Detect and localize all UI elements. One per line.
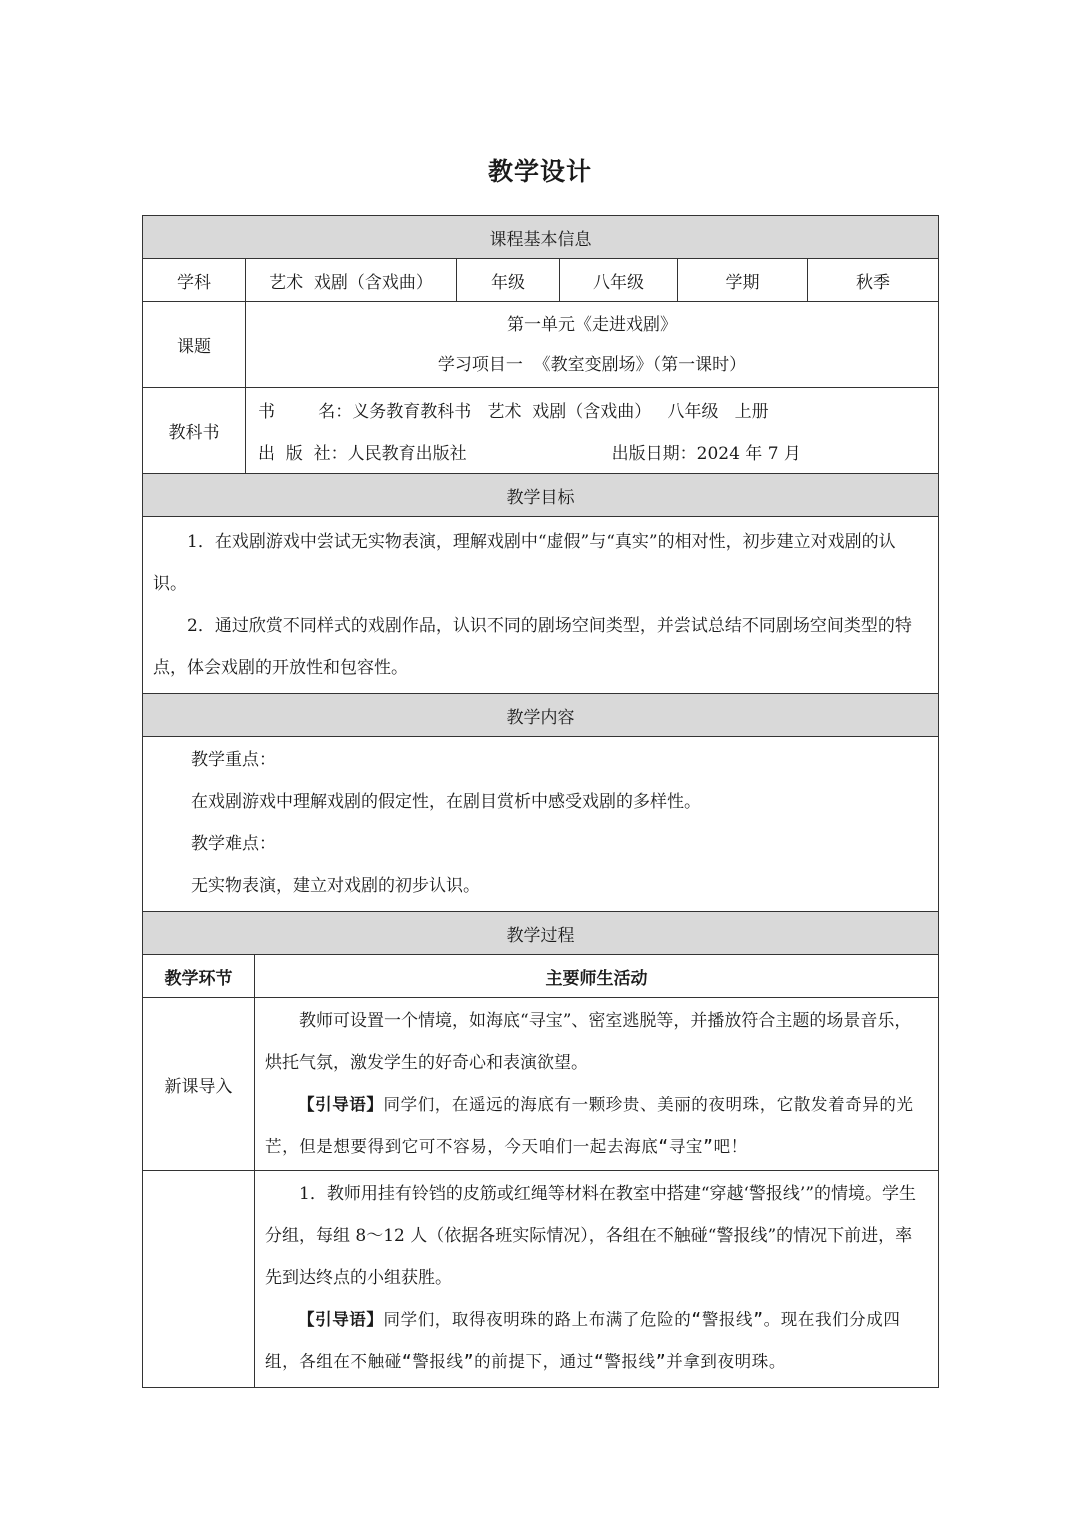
page-title: 教学设计 [487,157,592,186]
grade-label: 年级 [457,259,560,302]
publisher-label: 出 版 社： [258,444,348,464]
difficulty-text: 无实物表演，建立对戏剧的初步认识。 [191,876,480,896]
activity-paragraph: 1．教师用挂有铃铛的皮筋或红绳等材料在教室中搭建“穿越‘警报线’”的情境。学生分组，每组 8～12 人（依据各班实际情况），各组在不触碰“警报线”的情况下前进，率先到达终点的小组获胜。 [265,1184,917,1288]
column-activity: 主要师生活动 [255,955,939,998]
pub-date-value: 2024 年 7 月 [696,444,801,464]
objective-item: 1．在戏剧游戏中尝试无实物表演，理解戏剧中“虚假”与“真实”的相对性，初步建立对戏剧的认识。 [153,532,896,594]
grade-value: 八年级 [560,259,678,302]
subject-row [143,259,939,302]
term-value: 秋季 [808,259,939,302]
lesson-plan-table [142,215,939,1388]
publisher-value: 人民教育出版社 [347,444,467,464]
book-name-line [246,389,938,431]
publisher-line [246,431,938,473]
content-header-row [143,694,939,737]
activity-paragraph: 教师可设置一个情境，如海底“寻宝”、密室逃脱等，并播放符合主题的场景音乐，烘托气氛，激发学生的好奇心和表演欲望。 [265,1011,912,1073]
pub-date-label: 出版日期： [611,444,697,464]
objectives-header: 教学目标 [143,474,939,517]
content-row [143,737,939,912]
term-label: 学期 [678,259,808,302]
guide-tag: 【引导语】 [298,1095,384,1114]
stage-cell: 新课导入 [143,998,255,1171]
basic-info-header: 课程基本信息 [143,216,939,259]
process-row-activity [143,1171,939,1388]
topic-row [143,302,939,388]
guide-tag: 【引导语】 [298,1310,384,1329]
objective-item: 2．通过欣赏不同样式的戏剧作品，认识不同的剧场空间类型，并尝试总结不同剧场空间类型的特点，体会戏剧的开放性和包容性。 [153,616,912,678]
basic-info-header-row [143,216,939,259]
textbook-row [143,388,939,474]
process-header: 教学过程 [143,912,939,955]
topic-line-2: 学习项目一 《教室变剧场》（第一课时） [437,354,747,375]
content-header: 教学内容 [143,694,939,737]
subject-label: 学科 [143,259,246,302]
column-stage: 教学环节 [143,955,255,998]
textbook-label: 教科书 [143,388,246,474]
book-name-label: 书 名： [258,402,353,422]
objectives-header-row [143,474,939,517]
guide-paragraph [265,1084,928,1168]
topic-label: 课题 [143,302,246,388]
process-columns-row [143,955,939,998]
book-name-value: 义务教育教科书 艺术 戏剧（含戏曲） 八年级 上册 [352,402,769,422]
guide-text: 同学们，取得夜明珠的路上布满了危险的“警报线”。现在我们分成四组，各组在不触碰“警报线”的前提下，通过“警报线”并拿到夜明珠。 [265,1310,901,1371]
key-point-label: 教学重点： [191,750,276,770]
process-header-row [143,912,939,955]
difficulty-label: 教学难点： [191,834,276,854]
guide-text: 同学们，在遥远的海底有一颗珍贵、美丽的夜明珠，它散发着奇异的光芒，但是想要得到它可不容易，今天咱们一起去海底“寻宝”吧！ [265,1095,914,1156]
objectives-row [143,517,939,694]
subject-value: 艺术 戏剧（含戏曲） [246,259,457,302]
topic-line-1: 第一单元《走进戏剧》 [507,314,678,335]
guide-paragraph [265,1299,928,1383]
process-row-intro [143,998,939,1171]
key-point-text: 在戏剧游戏中理解戏剧的假定性，在剧目赏析中感受戏剧的多样性。 [191,792,701,812]
stage-cell [143,1171,255,1388]
